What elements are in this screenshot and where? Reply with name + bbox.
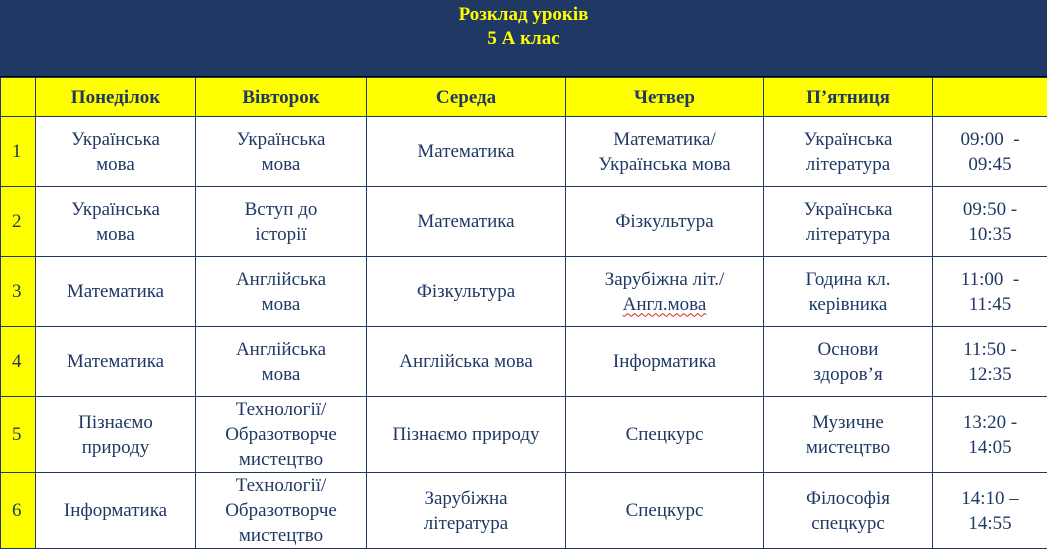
tuesday-cell: Українська мова xyxy=(196,117,367,187)
lesson-row xyxy=(1,187,1047,257)
thursday-cell: Фізкультура xyxy=(566,187,764,257)
lesson-number: 4 xyxy=(1,327,36,397)
time-cell: 09:50 - 10:35 xyxy=(933,187,1047,257)
lesson-number: 3 xyxy=(1,257,36,327)
wednesday-cell: Фізкультура xyxy=(367,257,566,327)
wednesday-cell: Зарубіжна література xyxy=(367,473,566,549)
friday-cell: Година кл. керівника xyxy=(764,257,933,327)
header-friday: П’ятниця xyxy=(764,78,933,117)
monday-cell: Українська мова xyxy=(36,187,196,257)
tuesday-cell: Технології/ Образотворче мистецтво xyxy=(196,397,367,473)
schedule-table xyxy=(0,77,1047,549)
monday-cell: Інформатика xyxy=(36,473,196,549)
wednesday-cell: Англійська мова xyxy=(367,327,566,397)
lesson-row xyxy=(1,397,1047,473)
lesson-number: 1 xyxy=(1,117,36,187)
friday-cell: Українська література xyxy=(764,187,933,257)
thursday-cell: Зарубіжна літ./ Англ.мова xyxy=(566,257,764,327)
time-cell: 11:50 - 12:35 xyxy=(933,327,1047,397)
lesson-number: 2 xyxy=(1,187,36,257)
time-cell: 09:00 - 09:45 xyxy=(933,117,1047,187)
friday-cell: Філософія спецкурс xyxy=(764,473,933,549)
time-cell: 14:10 – 14:55 xyxy=(933,473,1047,549)
wednesday-cell: Пізнаємо природу xyxy=(367,397,566,473)
header-wednesday: Середа xyxy=(367,78,566,117)
thursday-cell: Спецкурс xyxy=(566,473,764,549)
tuesday-cell: Англійська мова xyxy=(196,327,367,397)
monday-cell: Математика xyxy=(36,257,196,327)
header-time xyxy=(933,78,1047,117)
schedule-title: Розклад уроків xyxy=(458,4,589,25)
lesson-number: 6 xyxy=(1,473,36,549)
tuesday-cell: Технології/ Образотворче мистецтво xyxy=(196,473,367,549)
wednesday-cell: Математика xyxy=(367,187,566,257)
monday-cell: Українська мова xyxy=(36,117,196,187)
lesson-row xyxy=(1,327,1047,397)
friday-cell: Музичне мистецтво xyxy=(764,397,933,473)
time-cell: 11:00 - 11:45 xyxy=(933,257,1047,327)
monday-cell: Математика xyxy=(36,327,196,397)
header-num xyxy=(1,78,36,117)
friday-cell: Українська література xyxy=(764,117,933,187)
thursday-cell: Математика/ Українська мова xyxy=(566,117,764,187)
header-tuesday: Вівторок xyxy=(196,78,367,117)
header-monday: Понеділок xyxy=(36,78,196,117)
tuesday-cell: Англійська мова xyxy=(196,257,367,327)
lesson-number: 5 xyxy=(1,397,36,473)
friday-cell: Основи здоров’я xyxy=(764,327,933,397)
header-thursday: Четвер xyxy=(566,78,764,117)
lesson-row xyxy=(1,473,1047,549)
lesson-row xyxy=(1,117,1047,187)
thursday-cell: Спецкурс xyxy=(566,397,764,473)
monday-cell: Пізнаємо природу xyxy=(36,397,196,473)
time-cell: 13:20 - 14:05 xyxy=(933,397,1047,473)
class-name: 5 А клас xyxy=(487,28,560,49)
lesson-row xyxy=(1,257,1047,327)
tuesday-cell: Вступ до історії xyxy=(196,187,367,257)
thursday-cell: Інформатика xyxy=(566,327,764,397)
spellcheck-underlined-text: Англ.мова xyxy=(622,293,707,315)
wednesday-cell: Математика xyxy=(367,117,566,187)
header-row xyxy=(1,78,1047,117)
title-bar xyxy=(0,0,1047,77)
